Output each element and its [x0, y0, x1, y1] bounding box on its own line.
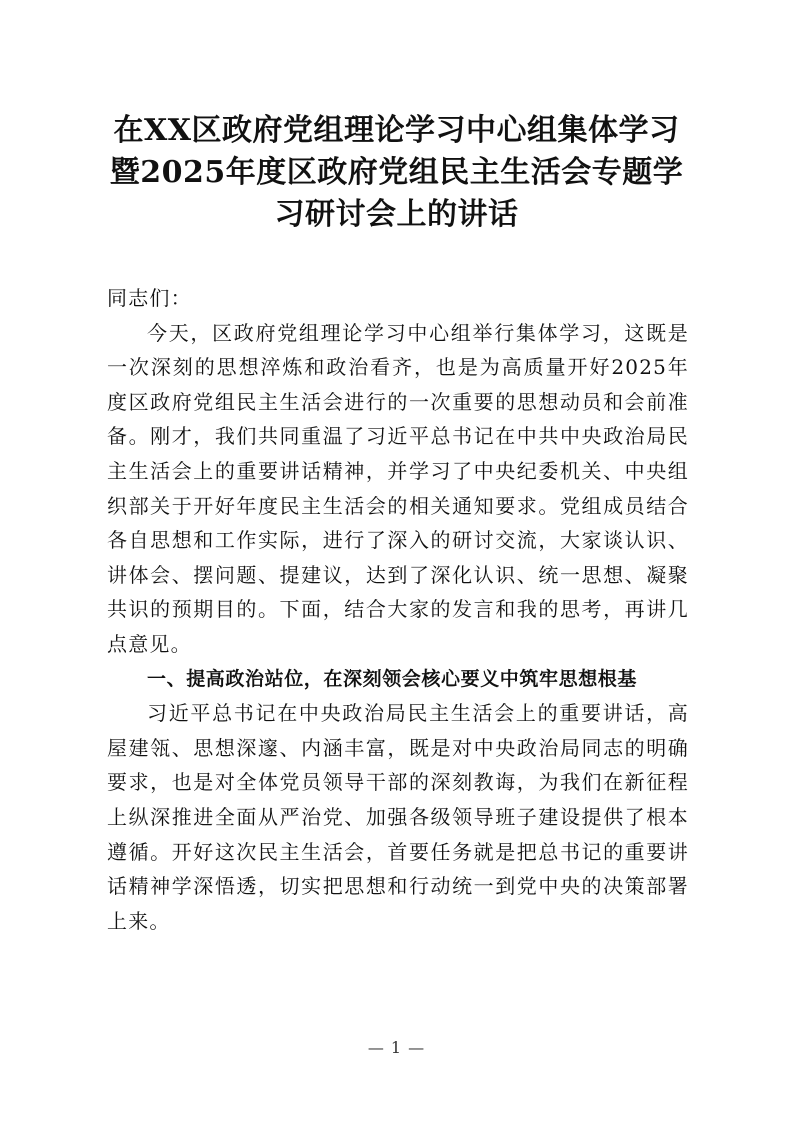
document-title: 在XX区政府党组理论学习中心组集体学习暨2025年度区政府党组民主生活会专题学习研讨会上的讲话: [109, 113, 684, 232]
section-1-heading: 一、提高政治站位，在深刻领会核心要义中筑牢思想根基: [147, 667, 638, 690]
intro-paragraph: 今天，区政府党组理论学习中心组举行集体学习，这既是一次深刻的思想淬炼和政治看齐，也是为高质量开好2025年度区政府党组民主生活会进行的一次重要的思想动员和会前准备。刚才，我们共同重温了习近平总书记在中共中央政治局民主生活会上的重要讲话精神，并学习了中央纪委机关、中央组织部关于开好年度民主生活会的相关通知要求。党组成员结合各自思想和工作实际，进行了深入的研讨交流，大家谈认识、讲体会、摆问题、提建议，达到了深化认识、统一思想、凝聚共识的预期目的。下面，结合大家的发言和我的思考，再讲几点意见。: [107, 320, 689, 656]
page-number: — 1 —: [367, 1038, 426, 1057]
section-1-paragraph: 习近平总书记在中央政治局民主生活会上的重要讲话，高屋建瓴、思想深邃、内涵丰富，既是对中央政治局同志的明确要求，也是对全体党员领导干部的深刻教诲，为我们在新征程上纵深推进全面从严治党、加强各级领导班子建设提供了根本遵循。开好这次民主生活会，首要任务就是把总书记的重要讲话精神学深悟透，切实把思想和行动统一到党中央的决策部署上来。: [107, 701, 689, 933]
document-body: [107, 281, 689, 938]
salutation: 同志们：: [107, 286, 192, 310]
